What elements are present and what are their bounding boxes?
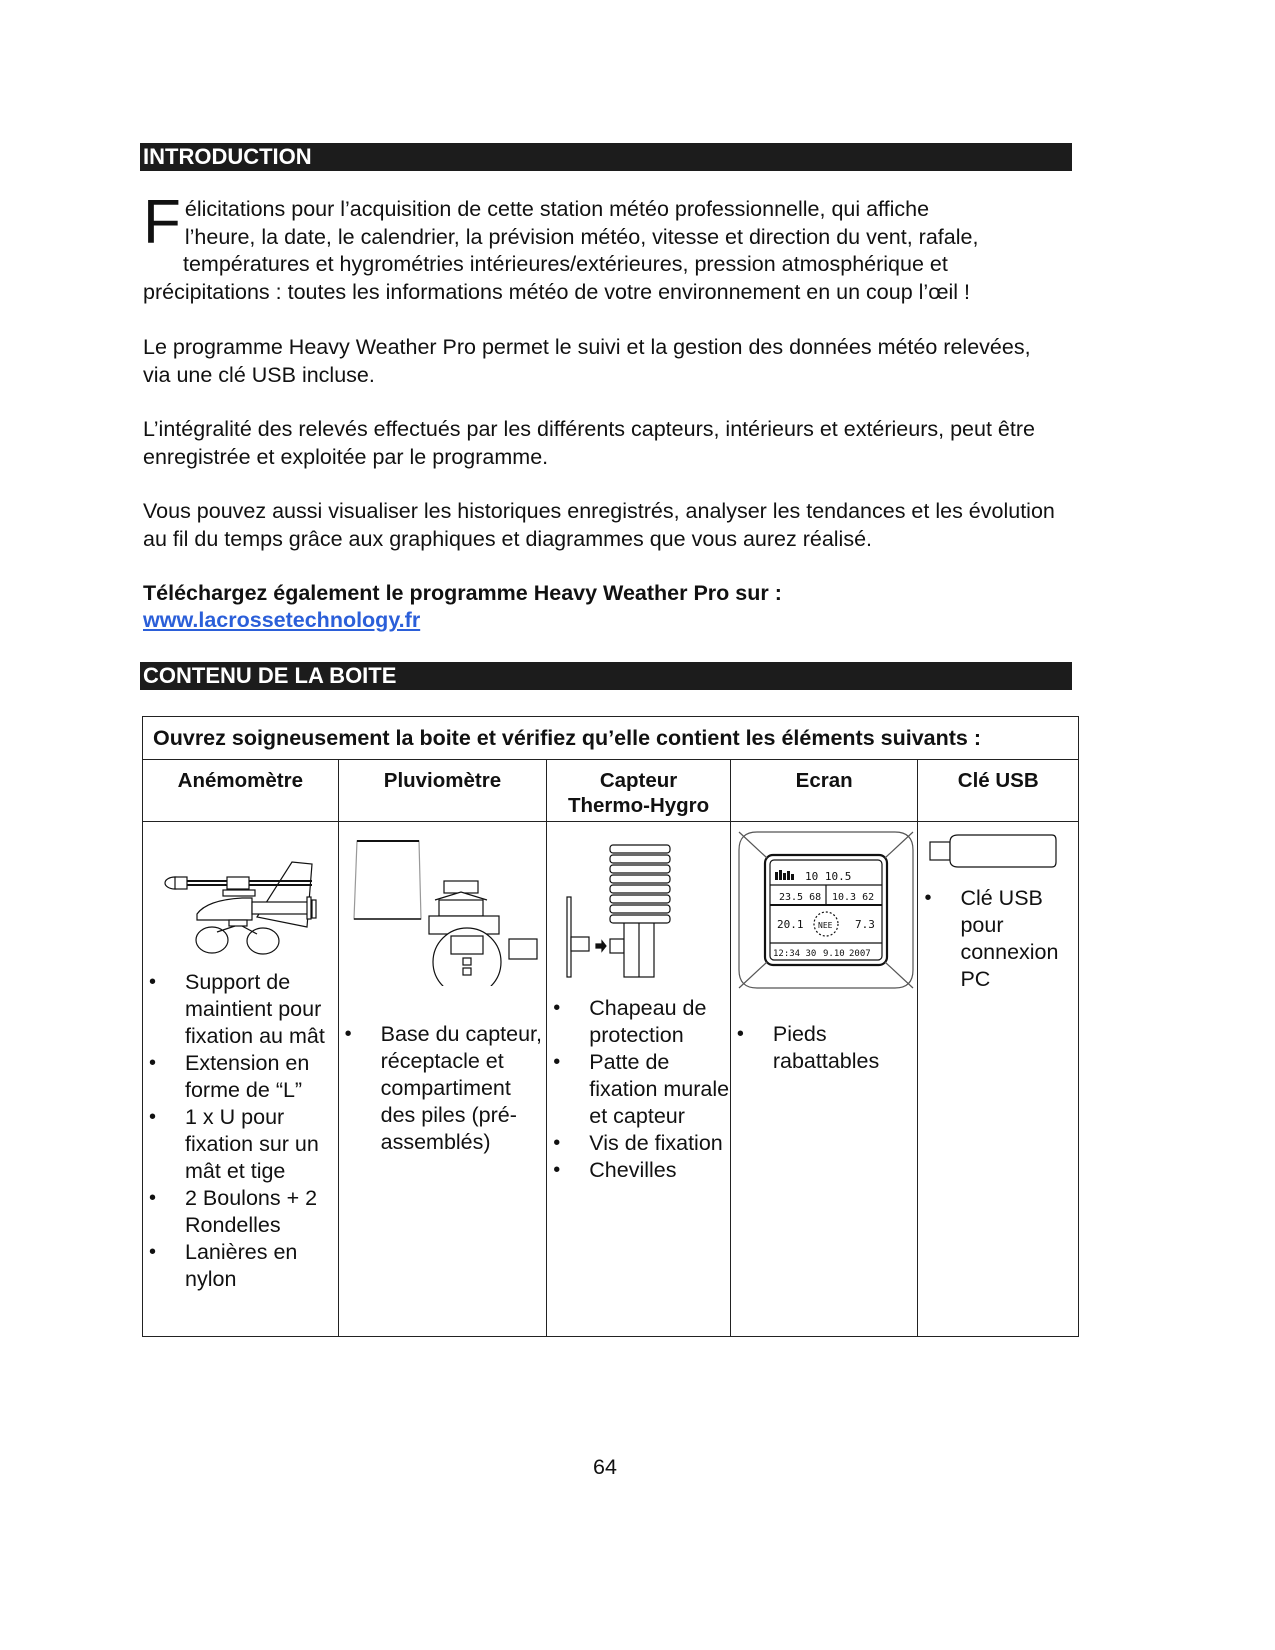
display-year-reading: 2007 [848,949,871,959]
list-item: • 2 Boulons + 2 Rondelles [143,1185,338,1239]
cell-usb [918,822,1079,1337]
anemometer-items [143,969,338,1293]
display-pressure-reading: 10 10.5 [804,870,852,883]
usb-items [918,885,1078,993]
cell-thermo-hygro [547,822,731,1337]
display-rain-reading: 7.3 [854,918,875,931]
col-header-thermo-hygro: Capteur Thermo-Hygro [547,760,731,822]
intro-line-4: précipitations : toutes les informations météo de votre environnement en un coup l’œil ! [143,279,970,304]
display-items [731,1021,918,1075]
page-number: 64 [593,1455,617,1479]
display-time-reading: 12:34 30 [772,949,817,959]
weather-display-illustration [737,830,915,990]
cell-anemometer [143,822,339,1337]
display-date-reading: 9.10 [822,949,845,959]
cell-display [730,822,918,1337]
list-item: • Lanières en nylon [143,1239,338,1293]
paragraph-history: Vous pouvez aussi visualiser les historiques enregistrés, analyser les tendances et les évolution au fil du temps grâce aux graphiques et diagrammes que vous aurez réalisé. [143,499,1055,551]
list-item: • Patte de fixation murale et capteur [547,1049,730,1130]
list-item: • Chevilles [547,1157,730,1184]
list-item: • Extension en forme de “L” [143,1050,338,1104]
intro-line-3: températures et hygrométries intérieures/extérieures, pression atmosphérique et [183,252,948,276]
intro-line-2: l’heure, la date, le calendrier, la prévision météo, vitesse et direction du vent, rafale, [184,224,979,249]
table-caption: Ouvrez soigneusement la boite et vérifiez qu’elle contient les éléments suivants : [143,717,1079,760]
intro-paragraph [143,188,1078,306]
cell-rain-gauge [338,822,547,1337]
list-item: • Vis de fixation [547,1130,730,1157]
dropcap-letter: F [143,188,181,257]
col-header-display: Ecran [730,760,918,822]
paragraph-records: L’intégralité des relevés effectués par les différents capteurs, intérieurs et extérieurs, peut être enregistrée et exploitée par le programme. [143,417,1035,469]
display-indoor-reading: 23.5 68 [778,892,822,903]
thermo-hygro-illustration [562,842,672,987]
list-item: • 1 x U pour fixation sur un mât et tige [143,1104,338,1185]
col-header-usb: Clé USB [918,760,1079,822]
rain-gauge-items [339,1021,547,1156]
box-contents-table [142,716,1079,1337]
list-item: • Clé USB pour connexion PC [918,885,1078,993]
col-header-rain-gauge: Pluviomètre [338,760,547,822]
list-item: • Support de maintient pour fixation au mât [143,969,338,1050]
paragraph-heavy-weather: Le programme Heavy Weather Pro permet le suivi et la gestion des données météo relevées, via une clé USB incluse. [143,335,1031,387]
display-wind-reading: 20.1 [776,918,804,931]
display-direction-reading: NEE [817,921,833,930]
list-item: • Pieds rabattables [731,1021,918,1075]
usb-key-illustration [928,832,1058,872]
anemometer-illustration [157,842,327,957]
display-outdoor-reading: 10.3 62 [831,892,875,903]
section-heading-box-contents: CONTENU DE LA BOITE [140,662,1072,690]
section-heading-introduction: INTRODUCTION [140,143,1072,171]
col-header-anemometer: Anémomètre [143,760,339,822]
website-link[interactable]: www.lacrossetechnology.fr [143,608,421,632]
rain-gauge-illustration [349,836,539,986]
list-item: • Chapeau de protection [547,995,730,1049]
list-item: • Base du capteur, réceptacle et compartiment des piles (pré-assemblés) [339,1021,547,1156]
thermo-hygro-items [547,995,730,1184]
download-text: Téléchargez également le programme Heavy Weather Pro sur : [143,581,782,605]
intro-line-1: élicitations pour l’acquisition de cette station météo professionnelle, qui affiche [184,197,930,221]
